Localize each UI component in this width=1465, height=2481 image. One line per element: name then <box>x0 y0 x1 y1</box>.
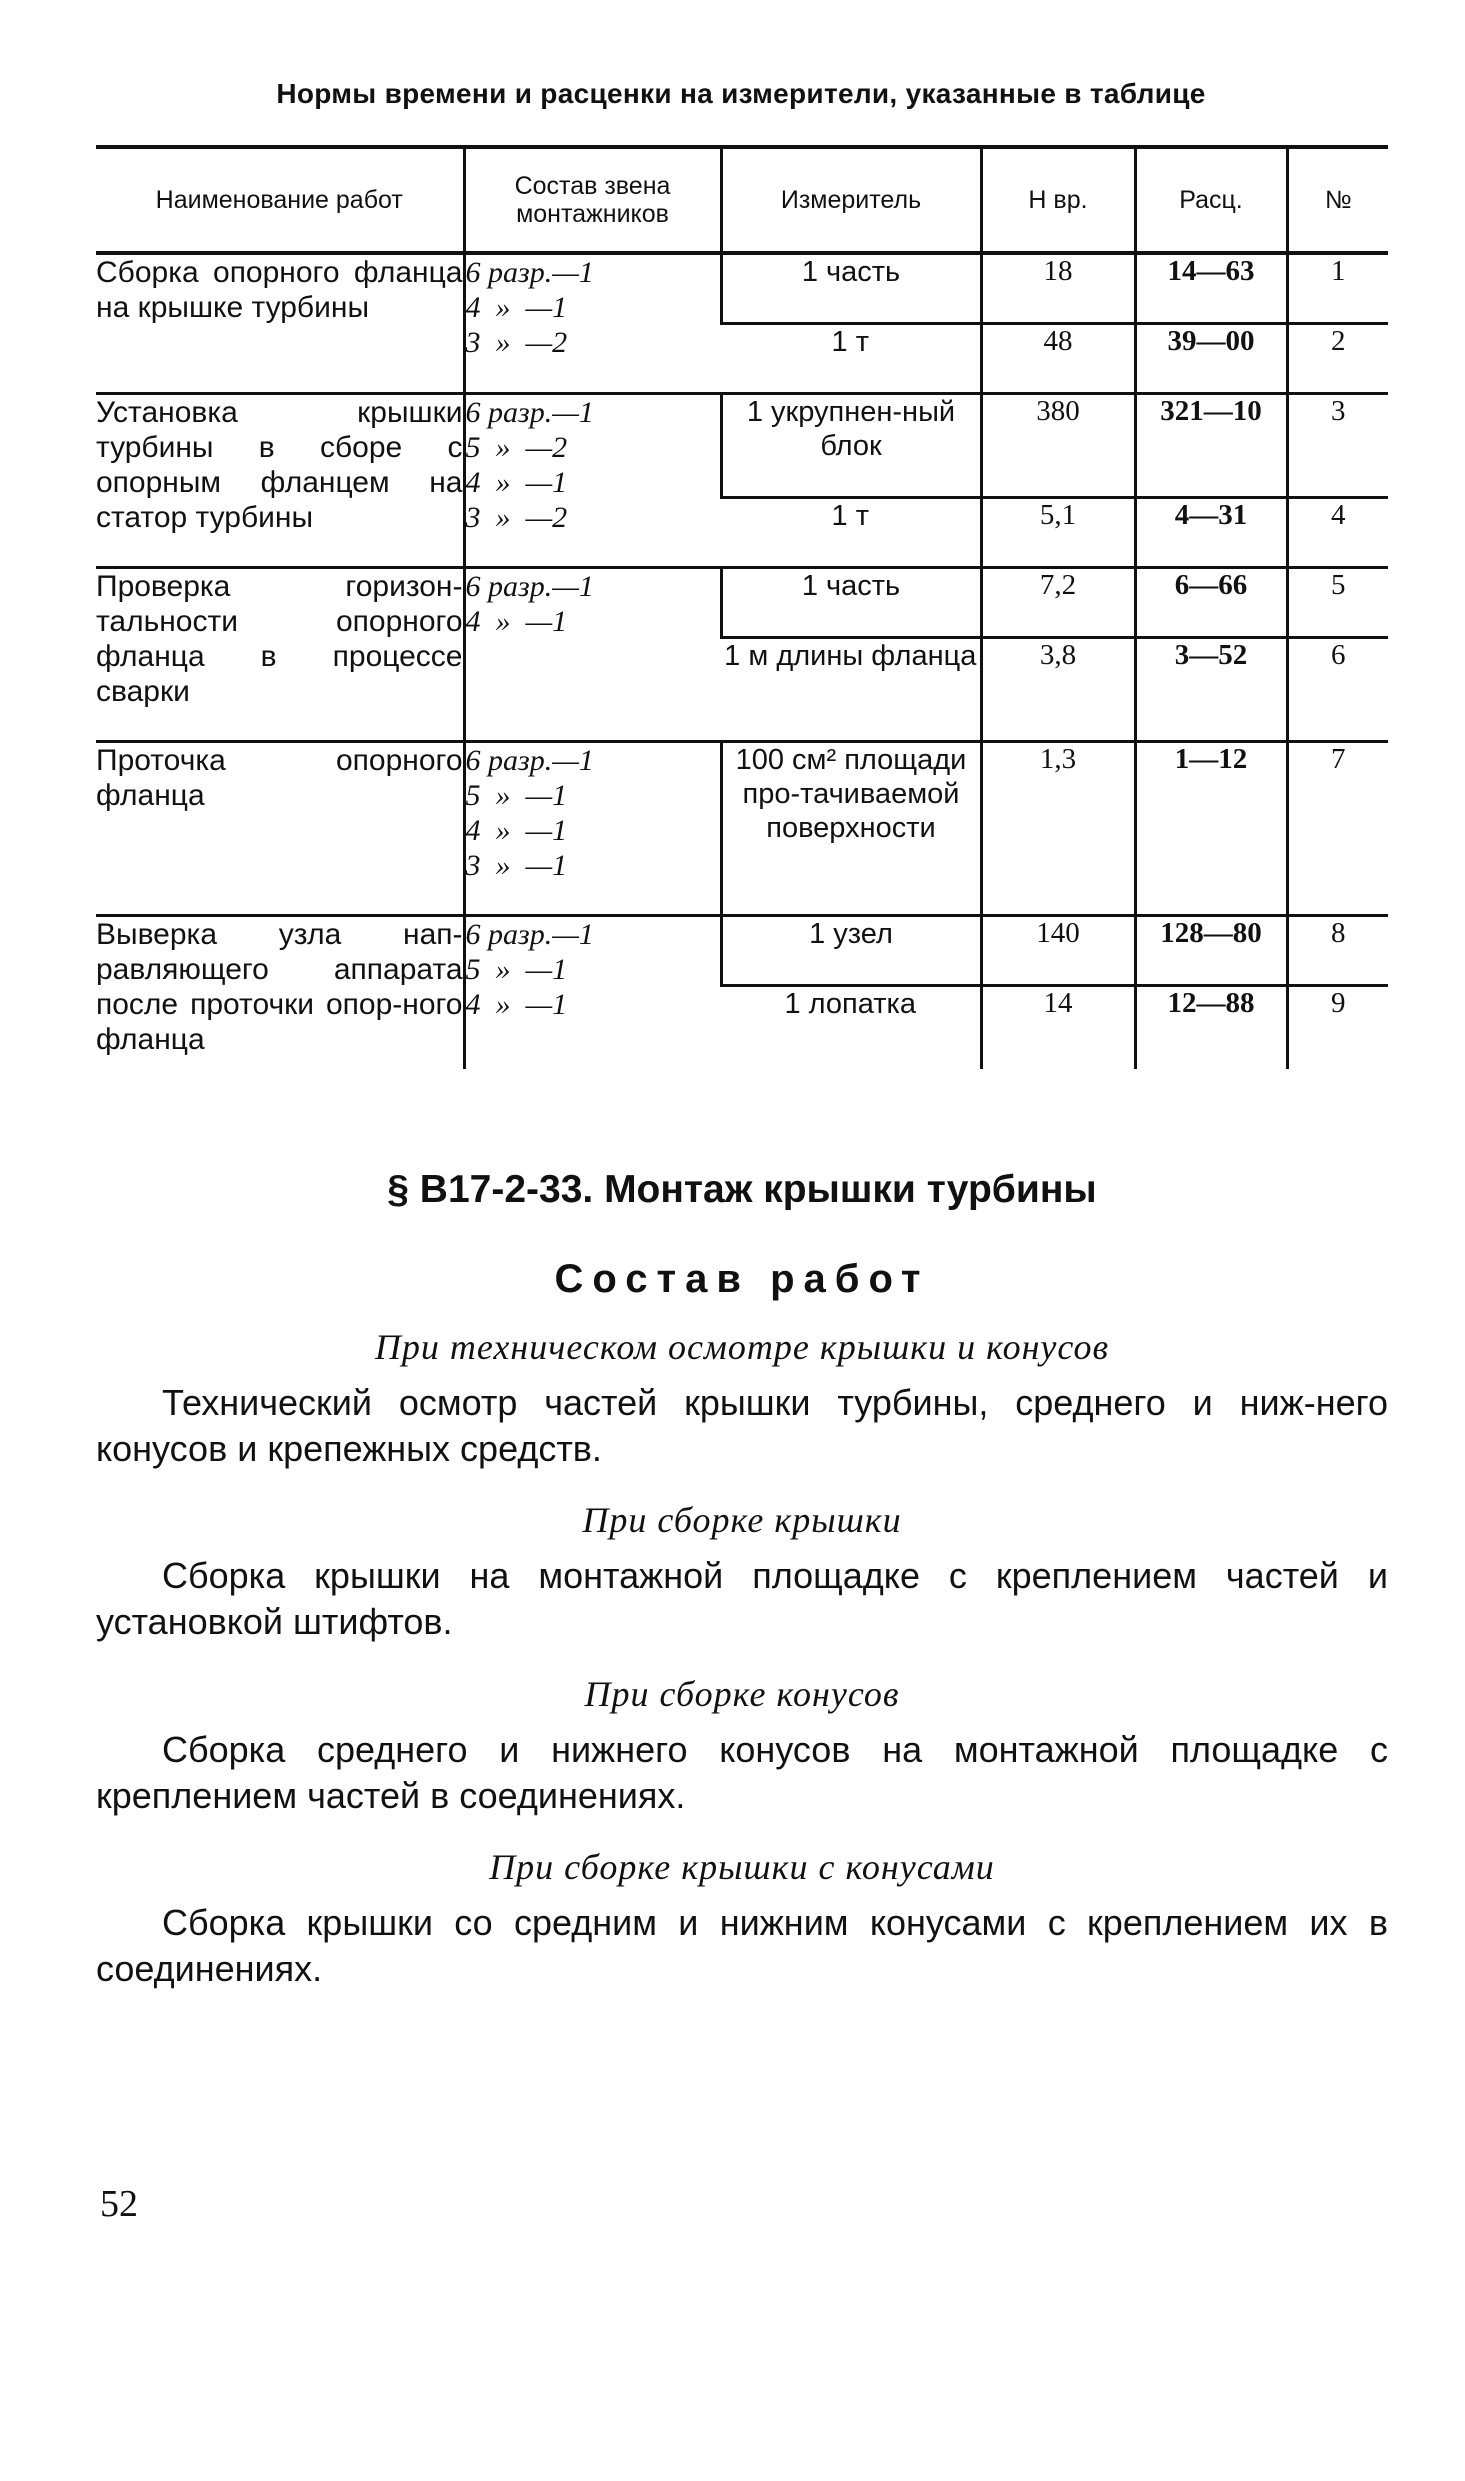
work-heading: При сборке конусов <box>584 1674 900 1714</box>
work-name-cell: Выверка узла нап-равляющего аппарата после проточки опор-ного фланца <box>96 915 464 1069</box>
time-norm-cell: 1,3 <box>981 741 1135 915</box>
crew-line: 6 разр.—1 <box>465 569 594 603</box>
crew-line: 5 » —1 <box>465 778 568 812</box>
unit-cell: 1 укрупнен-ный блок <box>721 393 981 497</box>
crew-line: 4 » —1 <box>465 987 568 1021</box>
work-paragraph: Сборка среднего и нижнего конусов на монтажной площадке с креплением частей в соединениях. <box>96 1729 1388 1816</box>
table-row <box>96 741 1388 915</box>
crew-cell <box>464 741 721 915</box>
row-number-cell: 3 <box>1287 393 1388 497</box>
crew-line: 3 » —2 <box>465 326 568 359</box>
time-norm-cell: 3,8 <box>981 637 1135 741</box>
rate-cell: 4—31 <box>1135 497 1287 567</box>
work-heading: При сборке крышки <box>582 1500 902 1540</box>
unit-cell: 1 узел <box>721 915 981 985</box>
unit-cell: 1 т <box>721 497 981 567</box>
time-norm-cell: 140 <box>981 915 1135 985</box>
time-norm-cell: 18 <box>981 253 1135 323</box>
rate-cell: 14—63 <box>1135 253 1287 323</box>
rate-cell: 12—88 <box>1135 985 1287 1069</box>
table-row <box>96 253 1388 323</box>
unit-cell: 1 часть <box>721 253 981 323</box>
col-header-time-norm: Н вр. <box>981 147 1135 253</box>
work-paragraph: Сборка крышки на монтажной площадке с креплением частей и установкой штифтов. <box>96 1555 1388 1642</box>
table-header-row <box>96 147 1388 253</box>
col-header-crew: Состав звена монтажников <box>464 147 721 253</box>
row-number-cell: 4 <box>1287 497 1388 567</box>
rate-cell: 321—10 <box>1135 393 1287 497</box>
crew-line: 6 разр.—1 <box>465 395 594 429</box>
time-norm-cell: 14 <box>981 985 1135 1069</box>
work-paragraph: Технический осмотр частей крышки турбины, среднего и ниж-него конусов и крепежных средств. <box>96 1382 1388 1469</box>
table-row <box>96 567 1388 637</box>
crew-line: 4 » —1 <box>465 604 568 638</box>
time-norm-cell: 380 <box>981 393 1135 497</box>
col-header-number: № <box>1287 147 1388 253</box>
section-title: § В17-2-33. Монтаж крышки турбины <box>387 1168 1097 1211</box>
row-number-cell: 6 <box>1287 637 1388 741</box>
table-caption: Нормы времени и расценки на измерители, указанные в таблице <box>276 78 1206 109</box>
crew-cell <box>464 393 721 567</box>
col-header-unit: Измеритель <box>721 147 981 253</box>
crew-line: 5 » —1 <box>465 952 568 986</box>
norms-table <box>96 145 1388 1069</box>
crew-line: 3 » —1 <box>465 848 568 882</box>
row-number-cell: 1 <box>1287 253 1388 323</box>
col-header-rate: Расц. <box>1135 147 1287 253</box>
col-header-work-name: Наименование работ <box>96 147 464 253</box>
crew-line: 5 » —2 <box>465 430 568 464</box>
crew-line: 4 » —1 <box>465 465 568 499</box>
crew-cell <box>464 915 721 1069</box>
crew-line: 6 разр.—1 <box>465 917 594 951</box>
unit-cell: 1 лопатка <box>721 985 981 1069</box>
work-name-cell: Проточка опорного фланца <box>96 741 464 915</box>
rate-cell: 1—12 <box>1135 741 1287 915</box>
rate-cell: 6—66 <box>1135 567 1287 637</box>
time-norm-cell: 5,1 <box>981 497 1135 567</box>
table-row <box>96 393 1388 497</box>
row-number-cell: 5 <box>1287 567 1388 637</box>
page-number: 52 <box>100 2183 138 2225</box>
crew-line: 3 » —2 <box>465 500 568 534</box>
row-number-cell: 8 <box>1287 915 1388 985</box>
work-heading: При сборке крышки с конусами <box>489 1847 995 1887</box>
crew-cell <box>464 567 721 741</box>
unit-cell: 1 м длины фланца <box>721 637 981 741</box>
crew-cell <box>464 253 721 393</box>
unit-cell: 1 т <box>721 323 981 393</box>
work-heading: При техническом осмотре крышки и конусов <box>374 1327 1110 1367</box>
table-row <box>96 915 1388 985</box>
section-subtitle: Состав работ <box>554 1257 930 1301</box>
rate-cell: 3—52 <box>1135 637 1287 741</box>
time-norm-cell: 48 <box>981 323 1135 393</box>
crew-line: 4 » —1 <box>465 813 568 847</box>
rate-cell: 128—80 <box>1135 915 1287 985</box>
crew-line: 6 разр.—1 <box>465 256 594 289</box>
unit-cell: 100 см² площади про-тачиваемой поверхности <box>721 741 981 915</box>
row-number-cell: 2 <box>1287 323 1388 393</box>
time-norm-cell: 7,2 <box>981 567 1135 637</box>
row-number-cell: 7 <box>1287 741 1388 915</box>
row-number-cell: 9 <box>1287 985 1388 1069</box>
work-name-cell: Сборка опорного фланца на крышке турбины <box>96 253 464 393</box>
crew-line: 6 разр.—1 <box>465 743 594 777</box>
work-name-cell: Проверка горизон-тальности опорного фланца в процессе сварки <box>96 567 464 741</box>
work-paragraph: Сборка крышки со средним и нижним конусами с креплением их в соединениях. <box>96 1902 1388 1989</box>
crew-line: 4 » —1 <box>465 291 568 324</box>
work-name-cell: Установка крышки турбины в сборе с опорным фланцем на статор турбины <box>96 393 464 567</box>
unit-cell: 1 часть <box>721 567 981 637</box>
rate-cell: 39—00 <box>1135 323 1287 393</box>
